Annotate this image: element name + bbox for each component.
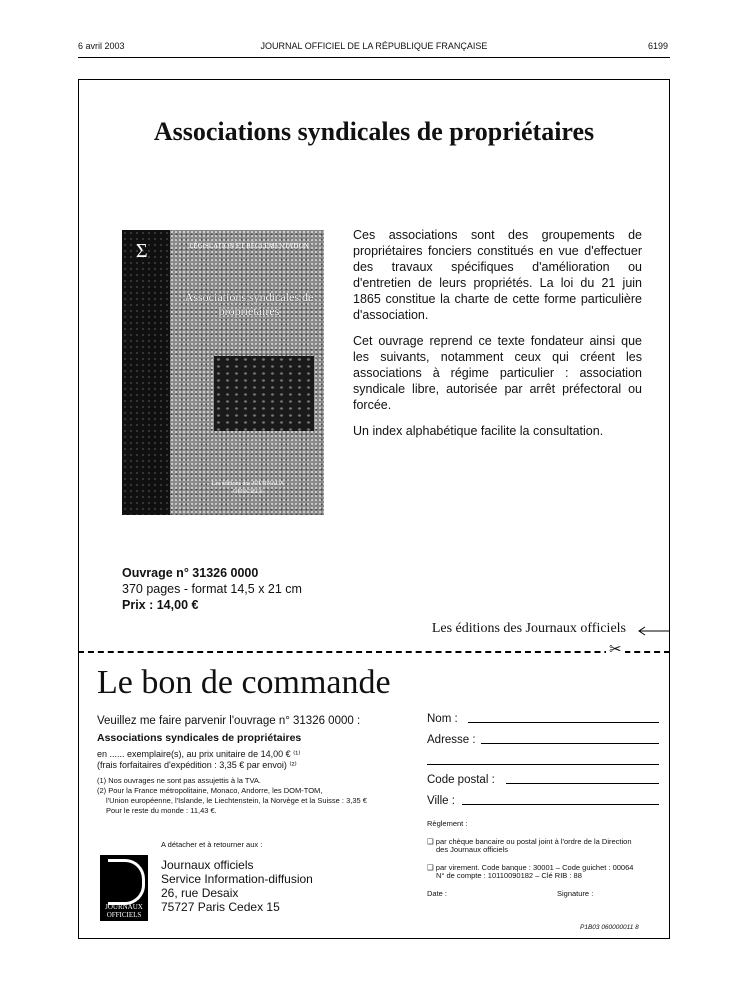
footnote: (1) Nos ouvrages ne sont pas assujettis à la TVA.	[97, 776, 261, 785]
payment-virement-option-line2: N° de compte : 10110090182 – Clé RIB : 88	[436, 871, 582, 880]
code-postal-field[interactable]	[506, 783, 659, 784]
adresse-field-line2[interactable]	[427, 764, 659, 765]
header-rule	[78, 57, 670, 58]
book-description	[353, 227, 642, 449]
footnote: Pour le reste du monde : 11,43 €.	[106, 806, 217, 815]
page-title: Associations syndicales de propriétaires	[153, 117, 595, 146]
address-line: 75727 Paris Cedex 15	[161, 900, 280, 914]
scissors-icon: ✂	[606, 640, 625, 658]
footnote: (2) Pour la France métropolitaine, Monaco, Andorre, les DOM-TOM,	[97, 786, 323, 795]
book-format: 370 pages - format 14,5 x 21 cm	[122, 582, 302, 596]
reference-code: P1B03 060000011 8	[580, 924, 639, 931]
code-postal-label: Code postal :	[427, 774, 495, 786]
book-info	[122, 565, 302, 613]
address-line: Journaux officiels	[161, 858, 254, 872]
ville-field[interactable]	[462, 804, 659, 805]
return-address	[161, 858, 313, 914]
order-details	[97, 714, 417, 816]
logo-text: JOURNAUX OFFICIELS	[105, 903, 143, 919]
journaux-officiels-logo	[100, 855, 148, 921]
ville-label: Ville :	[427, 795, 455, 807]
nom-field[interactable]	[468, 722, 659, 723]
cover-logo-icon: Σ	[136, 240, 148, 262]
adresse-field[interactable]	[481, 743, 659, 744]
signature-label: Signature :	[557, 889, 594, 898]
book-price: Prix : 14,00 €	[122, 598, 199, 612]
arrow-left-icon	[636, 625, 670, 637]
adresse-label: Adresse :	[427, 734, 476, 746]
cover-series: LÉGISLATION ET RÉGLEMENTATION	[189, 242, 309, 250]
order-book-title: Associations syndicales de propriétaires	[97, 732, 302, 744]
payment-cheque-option[interactable]: ❑ par chèque bancaire ou postal joint à l'ordre de la Direction	[427, 837, 632, 846]
order-form-title: Le bon de commande	[97, 664, 391, 701]
header-date: 6 avril 2003	[78, 41, 125, 51]
book-cover-image	[122, 230, 324, 515]
description-paragraph: Cet ouvrage reprend ce texte fondateur ainsi que les suivants, notamment ceux qui créent les associations à régime particulier : association syndicale libre, autorisée par arrêt préfectoral ou forcée.	[353, 334, 642, 412]
order-request: Veuillez me faire parvenir l'ouvrage n° 31326 0000 :	[97, 715, 361, 727]
editions-label: Les éditions des Journaux officiels	[431, 621, 626, 636]
cut-line	[78, 651, 670, 653]
date-label: Date :	[427, 889, 448, 898]
description-paragraph: Ces associations sont des groupements de propriétaires fonciers constitués en vue d'effectuer des travaux spécifiques d'amélioration ou d'entretien de leurs propriétés. La loi du 21 juin 1865 constitue la charte de cette forme particulière d'association.	[353, 228, 642, 322]
cover-title: Associations syndicales de propriétaires	[184, 290, 314, 318]
book-number: Ouvrage n° 31326 0000	[122, 566, 259, 580]
reglement-label: Règlement :	[427, 819, 468, 828]
footnote: l'Union européenne, l'Islande, le Liechtenstein, la Norvège et la Suisse : 3,35 €	[106, 796, 367, 805]
cover-spine	[122, 230, 170, 515]
payment-cheque-option-line2: des Journaux officiels	[436, 845, 508, 854]
cover-photo	[214, 356, 314, 431]
payment-virement-option[interactable]: ❑ par virement. Code banque : 30001 – Code guichet : 00064	[427, 863, 634, 872]
description-paragraph: Un index alphabétique facilite la consultation.	[353, 424, 604, 438]
cover-publisher: Les éditions des JOURNAUX OFFICIELS	[211, 481, 285, 495]
address-line: 26, rue Desaix	[161, 886, 239, 900]
order-quantity: en ...... exemplaire(s), au prix unitaire de 14,00 € ⁽¹⁾	[97, 749, 301, 759]
order-shipping: (frais forfaitaires d'expédition : 3,35 € par envoi) ⁽²⁾	[97, 760, 297, 770]
address-line: Service Information-diffusion	[161, 872, 313, 886]
header-journal: JOURNAL OFFICIEL DE LA RÉPUBLIQUE FRANÇAISE	[260, 41, 488, 51]
nom-label: Nom :	[427, 713, 458, 725]
detach-label: A détacher et à retourner aux :	[161, 840, 263, 849]
header-page-number: 6199	[648, 41, 669, 51]
logo-mark-icon	[108, 859, 145, 905]
